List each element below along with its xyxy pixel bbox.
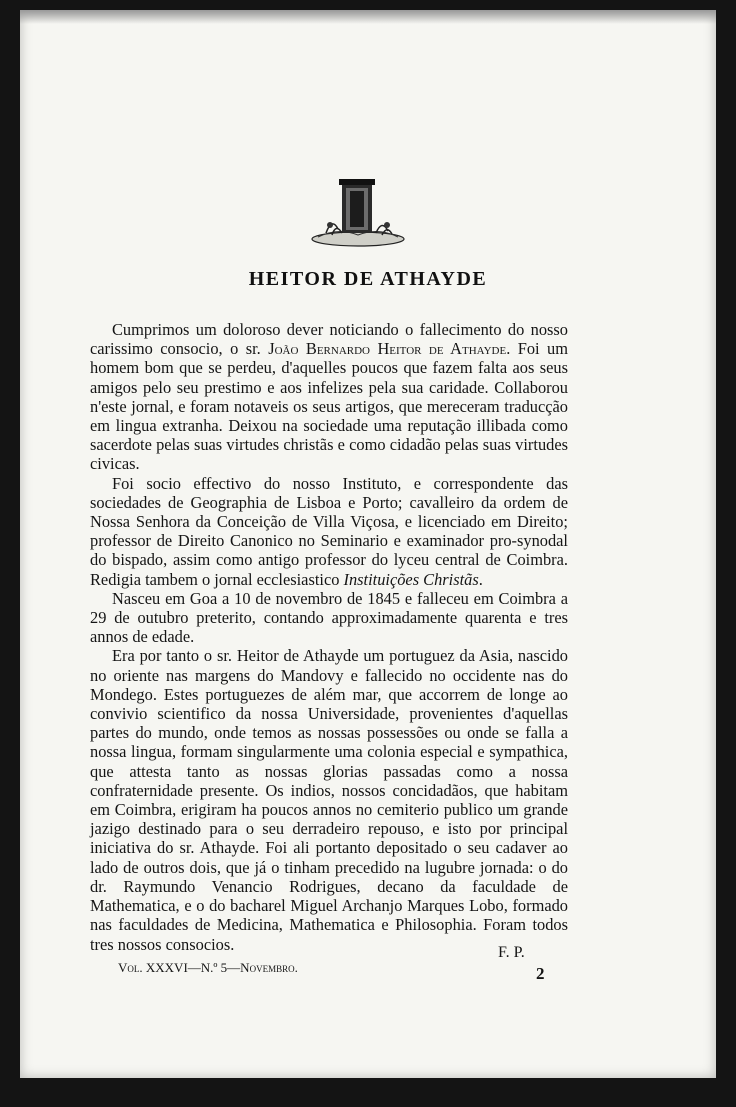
journal-title: Instituições Christãs <box>343 569 479 589</box>
article-title: HEITOR DE ATHAYDE <box>248 268 488 290</box>
paragraph-1-text-b: . Foi um homem bom que se perdeu, d'aquelles poucos que fazem falta aos seus amigos pelo seu prestimo e aos infelizes pela sua caridade. Collaborou n'este jornal, e foram notaveis os seus artigos, que mereceram traducção em lingua extranha. Deixou na sociedade uma reputação illibada como sacerdote pelas suas virtudes christãs e como cidadão pelas suas virtudes civicas. <box>90 339 569 474</box>
paragraph-2-text-a: Foi socio effectivo do nosso Instituto, e correspondente das sociedades de Geographia de Lisboa e Porto; cavalleiro da ordem de Nossa Senhora da Conceição de Villa Viçosa, e licenciado em Direito; professor de Direito Canonico no Seminario e examinador pro-synodal do bispado, assim como antigo professor do lyceu central de Coimbra. Redigia tambem o jornal ecclesiastico <box>90 473 568 589</box>
deceased-full-name: João Bernardo Heitor de Athayde <box>268 339 507 359</box>
paragraph-1 <box>90 320 568 474</box>
paragraph-1-text-a: Cumprimos um doloroso dever noticiando o fallecimento do nosso carissimo consocio, o sr. <box>90 320 568 359</box>
article-body <box>90 320 568 954</box>
sheet-number: 2 <box>536 964 545 983</box>
page-edge-shadow <box>20 10 716 24</box>
author-initials: F. P. <box>498 944 525 961</box>
paragraph-3: Nasceu em Goa a 10 de novembro de 1845 e falleceu em Coimbra a 29 de outubro preterito, contando approximadamente quarenta e tres annos de edade. <box>90 588 568 647</box>
document-page <box>20 10 716 1078</box>
paragraph-2-text-b: . <box>478 569 483 589</box>
volume-reference: Vol. XXXVI—N.º 5—Novembro. <box>118 960 298 975</box>
paragraph-2 <box>90 474 568 589</box>
paragraph-4: Era por tanto o sr. Heitor de Athayde um portuguez da Asia, nascido no oriente nas margens do Mandovy e fallecido no occidente nas do Mondego. Estes portuguezes de além mar, que accorrem de longe ao convivio scientifico da nossa Universidade, provenientes d'aquellas partes do mundo, onde temos as nossas possessões ou onde se falla a nossa lingua, formam singularmente uma colonia especial e sympathica, que attesta tanto as nossas glorias passadas como a nossa confraternidade presente. Os indios, nossos concidadãos, que habitam em Coimbra, erigiram ha poucos annos no cemiterio publico um grande jazigo destinado para o seu derradeiro repouso, e isto por principal iniciativa do sr. Athayde. Foi ali portanto depositado o seu cadaver ao lado de outros dois, que já o tinham precedido na lugubre jornada: o do dr. Raymundo Venancio Rodrigues, decano da faculdade de Mathematica, e o do bacharel Miguel Archanjo Marques Lobo, formado nas faculdades de Medicina, Mathematica e Philosophia. Foram todos tres nossos consocios. <box>90 646 568 954</box>
tombstone-ornament-icon <box>308 175 408 250</box>
